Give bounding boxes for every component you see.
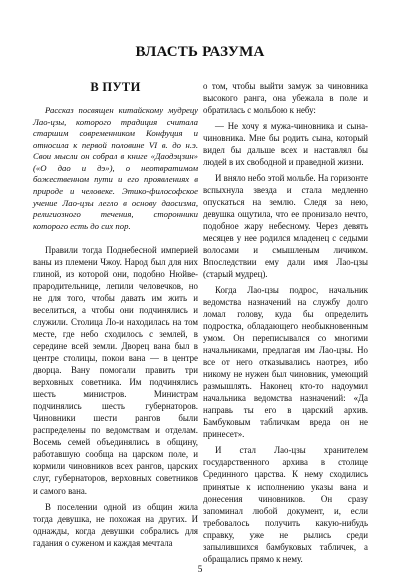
- body-paragraph: И вняло небо этой мольбе. На горизонте вспыхнула звезда и стала медленно опускаться на землю. Следя за нею, девушка ощутила, что ее пронизало нечто, подобное жару небесному. Через девять месяцев у нее родился младенец с седыми волосами и смышленым личиком. Впоследствии ему дали имя Лао-цзы (старый мудрец).: [203, 173, 368, 280]
- chapter-title: В ПУТИ: [90, 80, 141, 94]
- page-number: 5: [197, 565, 203, 575]
- body-paragraph: Правили тогда Поднебесной империей ваны из племени Чжоу. Народ был для них глиной, из которой они, подобно Нюйве-прародительнице, лепили человечков, но не для того, чтобы давать им жить и веселиться, а чтобы они подчинялись и служили. Столица Ло-и находилась на том месте, где небо сходилось с землей, в середине всей земли. Дворец вана был в центре столицы, покои вана — в центре дворца. Вану помогали править три верховных советника. Им подчинялись шесть министров. Министрам подчинялись шесть губернаторов. Чиновники шести рангов были распределены по ведомствам и отделам. Восемь семей объединялись в общину, работавшую сообща на царском поле, и кормили чиновников всех рангов, царских слуг, губернаторов, верховных советников и самого вана.: [33, 245, 198, 496]
- body-paragraph: Когда Лао-цзы подрос, начальник ведомства назначений на службу долго ломал голову, куда бы определить подростка, обладающего необыкновенным умом. Он переписывался со многими начальниками, предлагая им Лао-цзы. Но все от него отказывались наотрез, ибо никому не нужен был чиновник, умеющий размышлять. Наконец кто-то надоумил начальника ведомства назначений: «Да направь ты его в царский архив. Бамбуковым табличкам вреда он не принесет».: [203, 285, 368, 440]
- body-paragraph: — Не хочу я мужа-чиновника и сына-чиновника. Мне бы родить сына, который видел бы дальше всех и наставлял бы людей в их свободной и праведной жизни.: [203, 121, 368, 168]
- left-column: [33, 80, 198, 549]
- body-paragraph: В поселении одной из общин жила тогда девушка, не похожая на других. И однажды, когда девушки собрались для гадания о суженом и каждая мечтала: [33, 501, 198, 548]
- right-column: [203, 80, 368, 565]
- body-paragraph: И стал Лао-цзы хранителем государственного архива в столице Срединного царства. К нему сходились принятые к исполнению указы вана и донесения чиновников. Он сразу запоминал любой документ, и, если требовалось получить какую-нибудь справку, уже не рылись среди запылившихся бамбуковых табличек, а обращались прямо к нему.: [203, 445, 368, 564]
- book-title: ВЛАСТЬ РАЗУМА: [135, 44, 265, 60]
- body-paragraph: о том, чтобы выйти замуж за чиновника высокого ранга, она убежала в поле и обратилась с мольбою к небу:: [203, 81, 368, 116]
- epigraph: Рассказ посвящен китайскому мудрецу Лао-цзы, которого традиция считала старшим современником Конфуция и относила к первой половине VI в. до н.э. Свои мысли он собрал в книге «Даодэцзин» («О дао и дэ»), о неотвратимом божественном пути и его проявлениях в природе и человеке. Этико-философское учение Лао-цзы легло в основу даосизма, религиозного течения, сторонники которого есть до сих пор.: [33, 105, 198, 231]
